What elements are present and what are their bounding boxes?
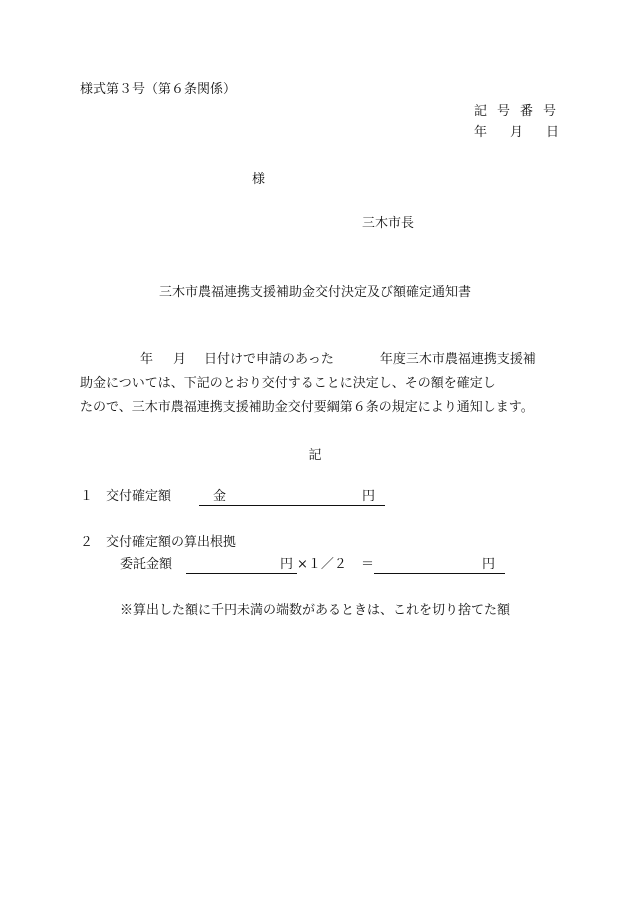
item1-number: １ bbox=[80, 489, 94, 504]
calc-unit-2: 円 bbox=[481, 557, 495, 572]
amount-suffix: 円 bbox=[362, 489, 376, 504]
date-month: 月 bbox=[510, 125, 524, 140]
calc-multiplier: ×１／２ bbox=[297, 557, 347, 572]
body-line-1 bbox=[80, 348, 574, 372]
ki-heading: 記 bbox=[308, 448, 322, 463]
calculation-line bbox=[120, 558, 505, 574]
item2-number: ２ bbox=[80, 535, 94, 550]
body-year: 年 bbox=[140, 352, 154, 367]
issuer-name: 三木市長 bbox=[362, 216, 415, 231]
calc-blank-1 bbox=[186, 558, 297, 574]
document-number-label: 記号番号 bbox=[474, 104, 567, 119]
body-line-2: 助金については、下記のとおり交付することに決定し、その額を確定し bbox=[80, 376, 496, 391]
calc-sub-label: 委託金額 bbox=[120, 557, 173, 572]
document-title: 三木市農福連携支援補助金交付決定及び額確定通知書 bbox=[158, 285, 471, 300]
rounding-note: ※算出した額に千円未満の端数があるときは、これを切り捨てた額 bbox=[120, 603, 511, 618]
body-month: 月 bbox=[173, 352, 187, 367]
amount-prefix: 金 bbox=[213, 489, 227, 504]
body-line-3: たので、三木市農福連携支援補助金交付要綱第６条の規定により通知します。 bbox=[80, 400, 534, 415]
item2-label: 交付確定額の算出根拠 bbox=[106, 535, 237, 550]
item1-amount-field bbox=[199, 490, 385, 506]
calc-blank-2 bbox=[374, 558, 505, 574]
date-year: 年 bbox=[474, 125, 488, 140]
calc-equals: ＝ bbox=[360, 557, 374, 572]
amount-underline bbox=[199, 490, 385, 506]
body-paragraph bbox=[80, 348, 574, 420]
date-day: 日 bbox=[546, 125, 560, 140]
calc-unit-1: 円 bbox=[280, 557, 294, 572]
item1-label: 交付確定額 bbox=[106, 489, 172, 504]
addressee-suffix: 様 bbox=[252, 172, 266, 187]
body-date-rest: 日付けで申請のあった bbox=[204, 352, 334, 367]
body-fiscal-year: 年度三木市農福連携支援補 bbox=[379, 352, 536, 367]
form-number: 様式第３号（第６条関係） bbox=[80, 82, 237, 97]
document-date bbox=[474, 126, 559, 139]
